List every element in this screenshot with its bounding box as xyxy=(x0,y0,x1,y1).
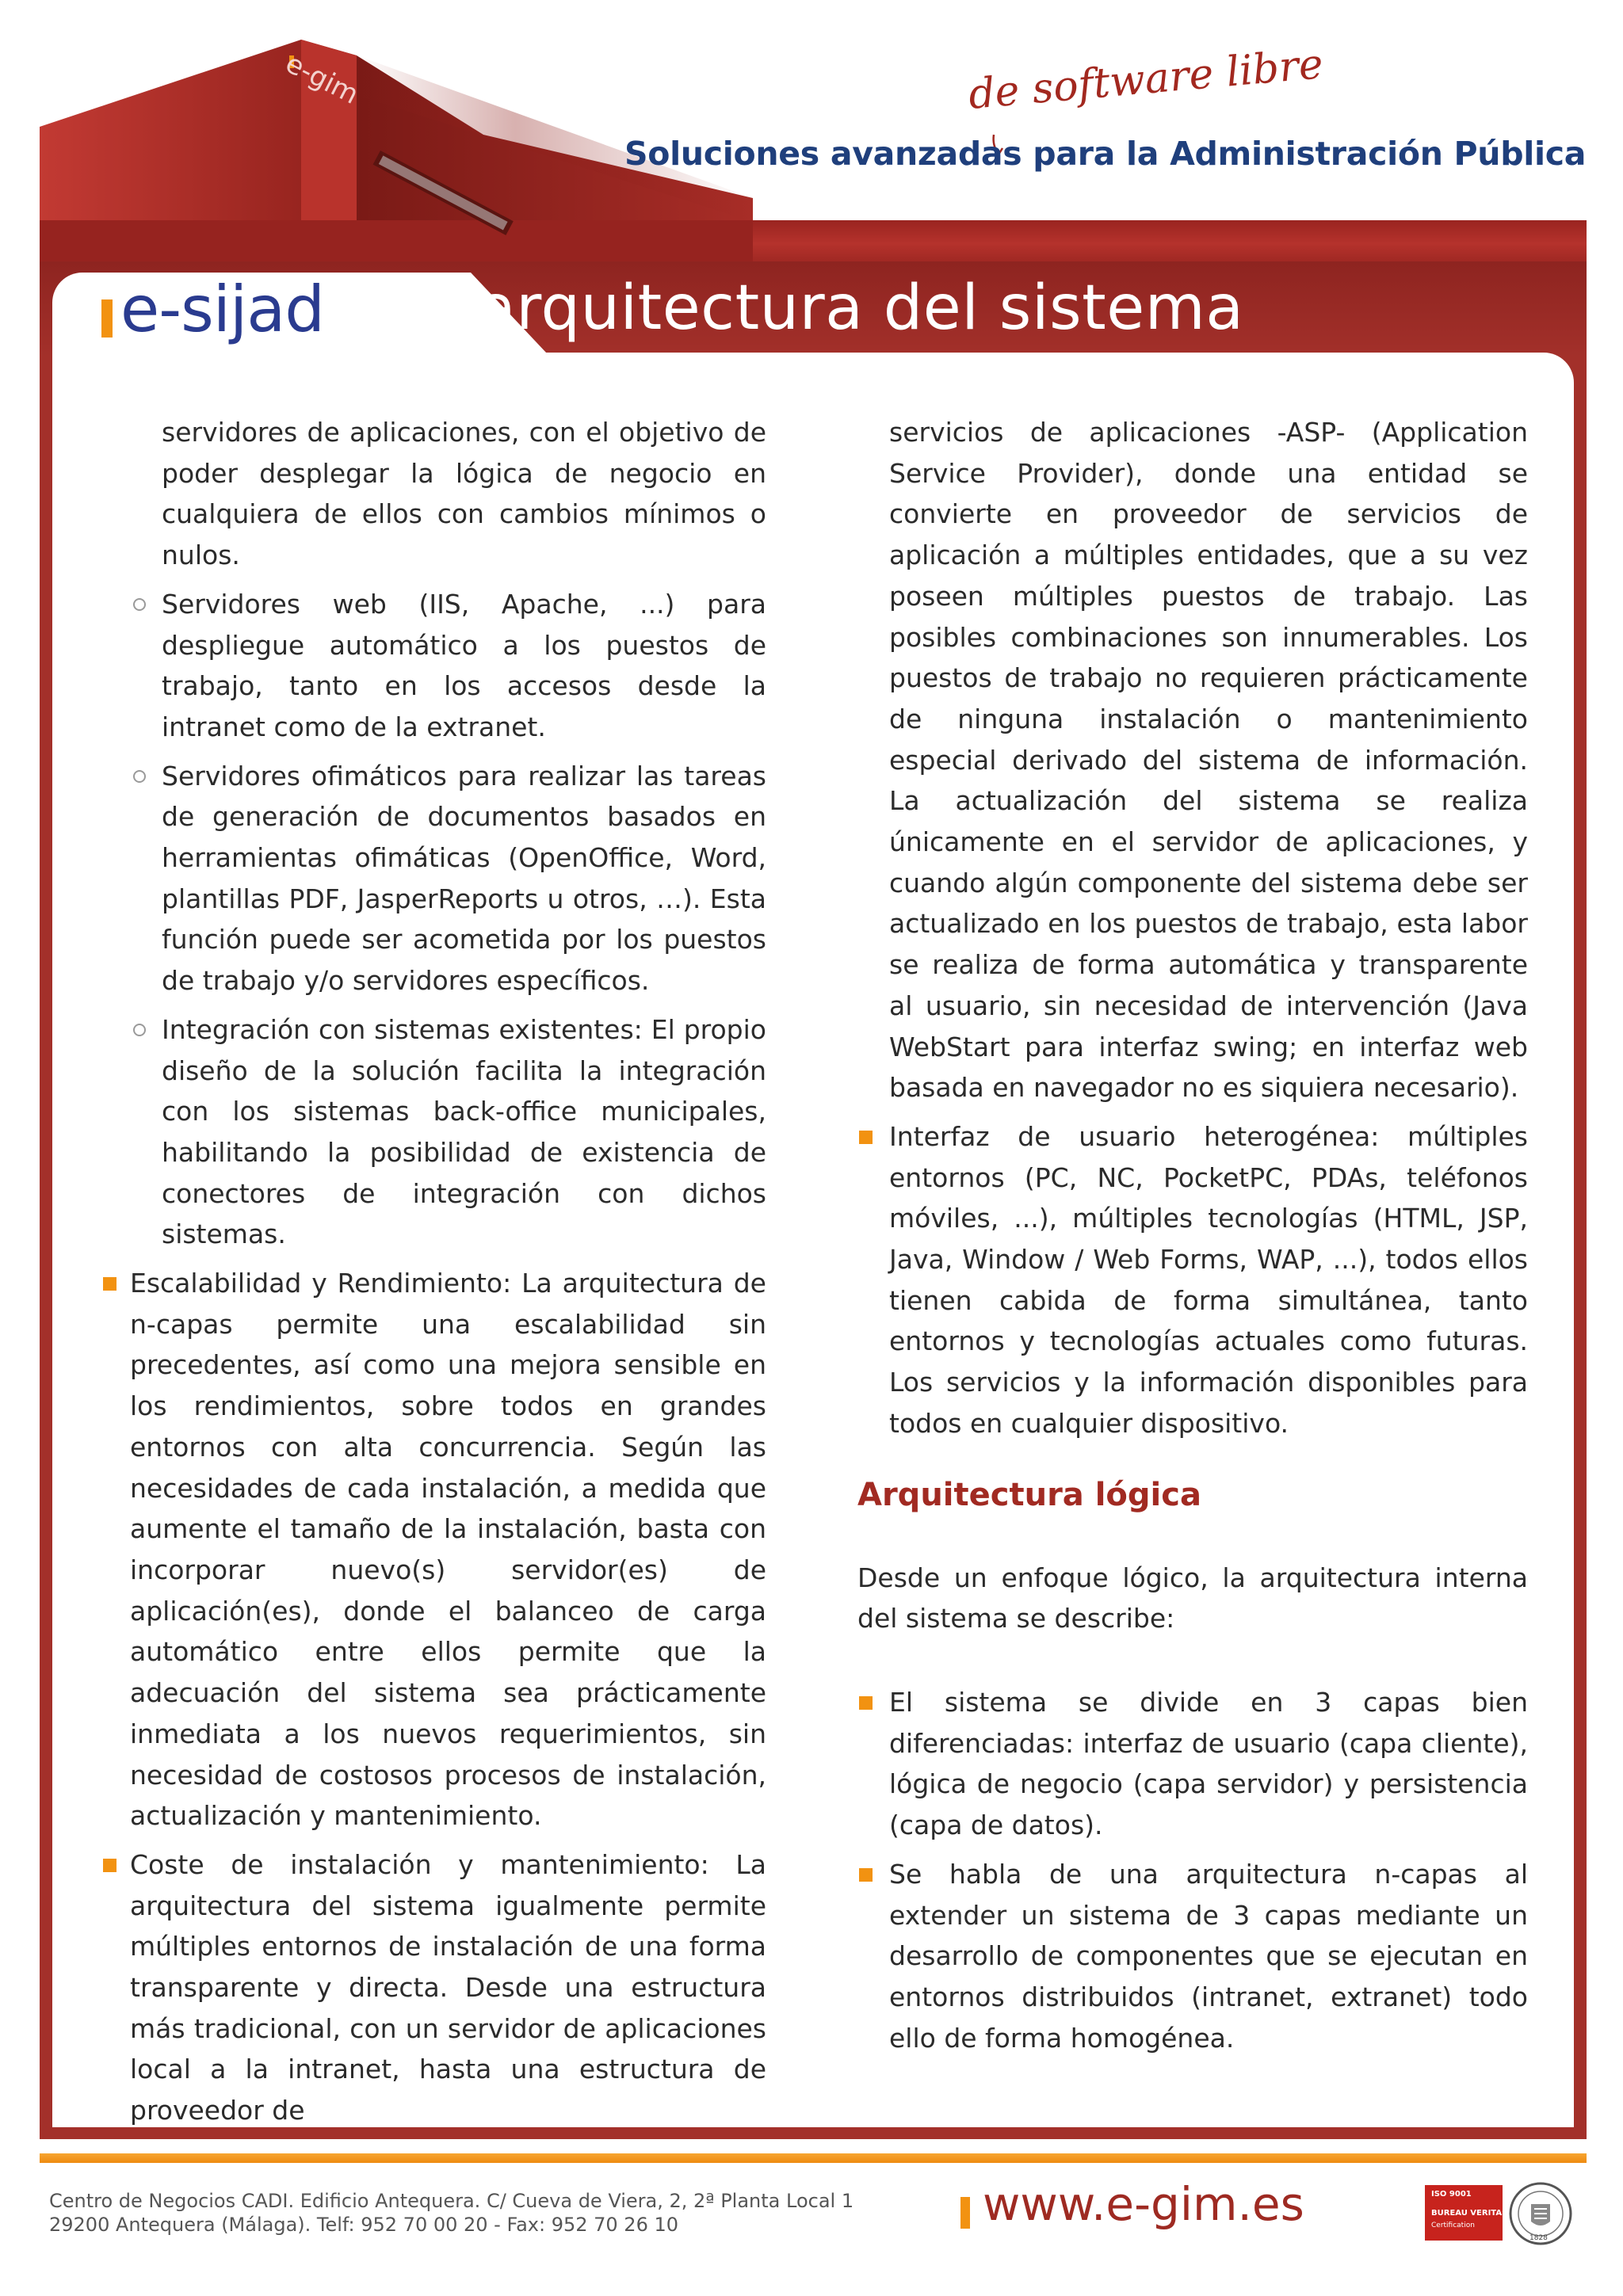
cert-red-block xyxy=(1425,2185,1508,2241)
address-line-1: Centro de Negocios CADI. Edificio Antequera. C/ Cueva de Viera, 2, 2ª Planta Local 1 xyxy=(49,2190,854,2212)
list-item-text: Servidores ofimáticos para realizar las tareas de generación de documentos basados en herramientas ofimáticas (OpenOffice, Word, plantillas PDF, JasperReports u otros, …). Esta función puede ser acometida por los puestos de trabajo y/o servidores específicos. xyxy=(162,760,766,997)
list-item-text: El sistema se divide en 3 capas bien diferenciadas: interfaz de usuario (capa cliente), lógica de negocio (capa servidor) y persistencia (capa de datos). xyxy=(889,1686,1528,1841)
list-item xyxy=(857,1116,1528,1444)
intro-continuation: servidores de aplicaciones, con el objetivo de poder desplegar la lógica de negocio en cualquiera de ellos con cambios mínimos o nulos. xyxy=(162,417,766,571)
list-item xyxy=(103,756,766,1001)
square-bullet-icon xyxy=(103,1859,116,1872)
footer-address xyxy=(49,2189,854,2237)
right-column xyxy=(857,412,1528,2066)
circle-bullet-icon xyxy=(133,1024,146,1036)
cert-iso: ISO 9001 xyxy=(1431,2190,1472,2199)
certification-badge xyxy=(1425,2180,1575,2247)
paragraph-continuation: servicios de aplicaciones -ASP- (Application Service Provider), donde una entidad se convierte en proveedor de servicios de aplicación a múltiples entidades, que a su vez poseen múltiples puestos de trabajo. Las posibles combinaciones son innumerables. Los puestos de trabajo no requieren prácticamente de ninguna instalación o mantenimiento especial derivado del sistema de información. La actualización del sistema se realiza únicamente en el servidor de aplicaciones, y cuando algún componente del sistema debe ser actualizado en los puestos de trabajo, esta labor se realiza de forma automática y transparente al usuario, sin necesidad de intervención (Java WebStart para interfaz swing; en interfaz web basada en navegador no es siquiera necesario). xyxy=(889,417,1528,1104)
website-link[interactable]: www.e-gim.es xyxy=(983,2177,1304,2231)
square-bullet-icon xyxy=(859,1696,873,1710)
list-item-text: Escalabilidad y Rendimiento: La arquitectura de n-capas permite una escalabilidad sin precedentes, así como una mejora sensible en los rendimientos, sobre todos en grandes entornos con alta concurrencia. Según las necesidades de cada instalación, a medida que aumente el tamaño de la instalación, basta con incorporar nuevo(s) servidor(es) de aplicación(es), donde el balanceo de carga automático entre ellos permite que la adecuación del sistema sea prácticamente inmediata a los nuevos requerimientos, sin necesidad de costosos procesos de instalación, actualización y mantenimiento. xyxy=(130,1268,766,1832)
list-item xyxy=(857,1854,1528,2059)
circle-bullet-icon xyxy=(133,770,146,783)
intro-paragraph: Desde un enfoque lógico, la arquitectura interna del sistema se describe: xyxy=(857,1562,1528,1634)
list-item-text: Servidores web (IIS, Apache, ...) para despliegue automático a los puestos de trabajo, tanto en los accesos desde la intranet como de la extranet. xyxy=(162,588,766,742)
footer-mark xyxy=(960,2197,970,2229)
cert-body: BUREAU VERITAS xyxy=(1431,2209,1508,2218)
page-header xyxy=(40,32,1587,250)
list-item-text: Interfaz de usuario heterogénea: múltiples entornos (PC, NC, PocketPC, PDAs, teléfonos móviles, ...), múltiples tecnologías (HTML, JSP, Java, Window / Web Forms, WAP, ...), todos ellos tienen cabida de forma simultánea, tanto entornos y tecnologías actuales como futuras. Los servicios y la información disponibles para todos en cualquier dispositivo. xyxy=(889,1120,1528,1439)
spacer xyxy=(857,1639,1528,1682)
list-item xyxy=(857,1682,1528,1846)
cert-label: Certification xyxy=(1431,2222,1475,2229)
circle-bullet-icon xyxy=(133,598,146,611)
left-column xyxy=(103,412,766,2139)
list-item xyxy=(103,584,766,748)
square-bullet-icon xyxy=(859,1131,873,1144)
list-item xyxy=(103,1844,766,2131)
address-line-2: 29200 Antequera (Málaga). Telf: 952 70 00 20 - Fax: 952 70 26 10 xyxy=(49,2214,679,2236)
list-item-text: Se habla de una arquitectura n-capas al extender un sistema de 3 capas mediante un desarrollo de componentes que se ejecutan en entornos distribuidos (intranet, extranet) todo ello de forma homogénea. xyxy=(889,1858,1528,2054)
list-item-text: Coste de instalación y mantenimiento: La arquitectura del sistema igualmente permite múltiples entornos de instalación de una forma transparente y directa. Desde una estructura más tradicional, con un servidor de aplicaciones local a la intranet, hasta una estructura de proveedor de xyxy=(130,1848,766,2126)
square-bullet-icon xyxy=(859,1868,873,1882)
slogan-handwritten: de software libre xyxy=(966,40,1325,119)
product-mark xyxy=(101,299,113,338)
list-item xyxy=(103,1009,766,1255)
section-title: arquitectura del sistema xyxy=(478,273,1244,344)
cert-year: 1828 xyxy=(1529,2234,1548,2242)
footer-divider xyxy=(40,2153,1587,2163)
product-name: e-sijad xyxy=(120,273,325,346)
square-bullet-icon xyxy=(103,1277,116,1291)
slogan-main: Soluciones avanzadas para la Administración Pública xyxy=(624,135,1587,173)
section-heading: Arquitectura lógica xyxy=(857,1476,1201,1513)
building-brand: e-gim xyxy=(280,48,364,111)
list-item-text: Integración con sistemas existentes: El propio diseño de la solución facilita la integración con los sistemas back-office municipales, habilitando la posibilidad de existencia de conectores de integración con dichos sistemas. xyxy=(162,1013,766,1250)
list-item xyxy=(103,1263,766,1836)
